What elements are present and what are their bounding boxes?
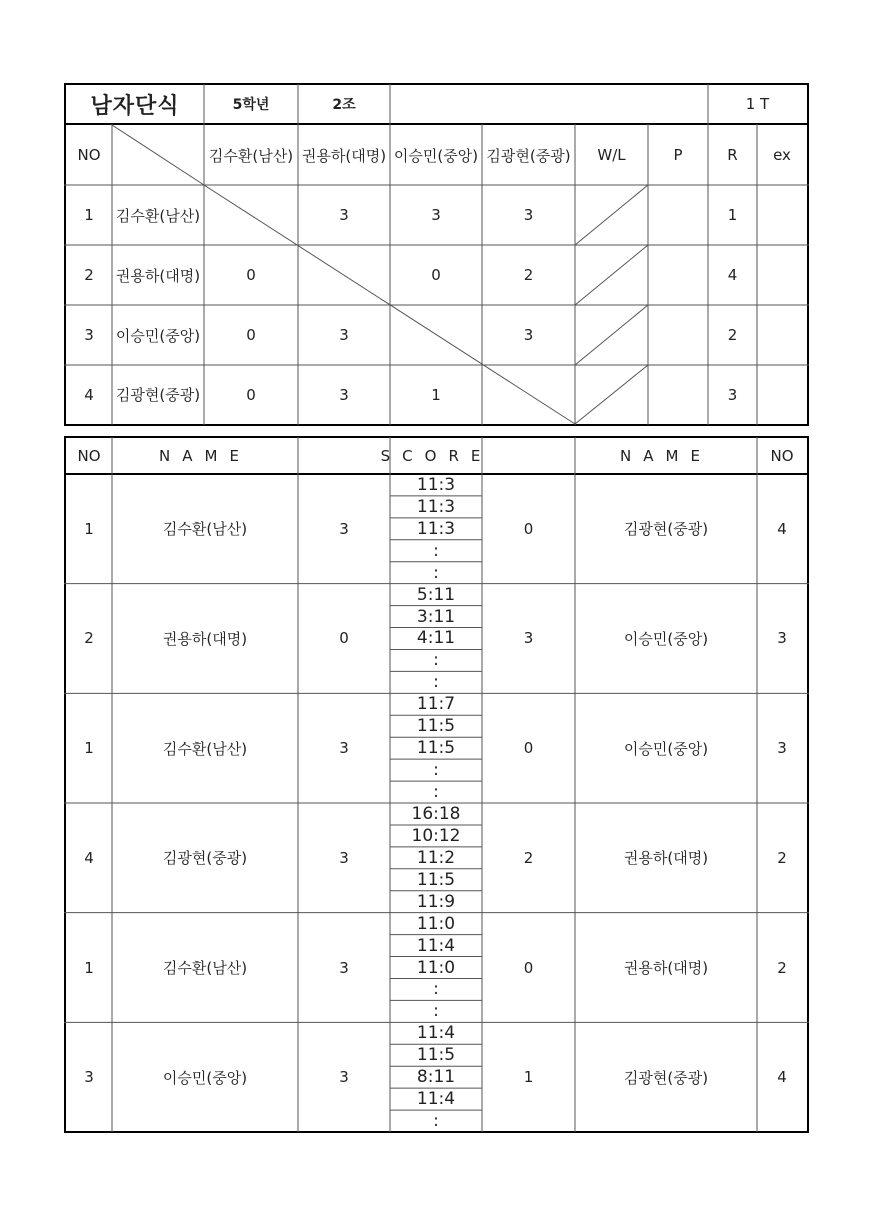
match-score-right: 0 [523,519,534,538]
match-no-right: 3 [777,629,787,648]
row-player-name: 김광현(중광) [115,386,201,404]
row-rank: 2 [727,326,738,344]
match-no-right: 2 [777,958,787,977]
row-score: 3 [339,326,349,344]
match-no-left: 3 [84,1068,94,1087]
match-name-right: 권용하(대명) [623,849,709,868]
col-header-player-1: 김수환(남산) [208,146,294,165]
game-score: 8:11 [416,1067,456,1088]
match-no-left: 4 [84,848,94,867]
match-name-left: 김수환(남산) [162,959,248,977]
match-no-left: 1 [84,519,94,538]
game-score: 11:5 [416,869,456,890]
game-score: 10:12 [411,825,461,846]
row-no: 3 [84,326,94,344]
game-score: 11:3 [416,518,456,539]
row-score: 3 [431,206,441,224]
match-score-left: 3 [339,848,349,867]
game-score: : [433,760,439,781]
game-score: 11:2 [416,847,456,868]
game-score: : [433,1001,439,1022]
match-name-left: 김광현(중광) [162,849,248,868]
match-no-right: 4 [777,1068,787,1087]
match-name-right: 이승민(중앙) [623,739,709,758]
col-header-ex: ex [773,146,791,164]
col-header-no: NO [77,146,101,164]
match-header-name-right: NAME [620,447,712,465]
col-header-r: R [727,146,738,164]
col-header-wl: W/L [597,146,626,164]
row-rank: 3 [727,385,738,404]
row-player-name: 권용하(대명) [115,266,201,285]
game-score: : [433,562,439,583]
match-score-left: 3 [339,739,349,758]
game-score: 11:3 [416,496,456,517]
row-no: 2 [84,266,94,284]
row-score: 3 [523,206,534,224]
game-score: : [433,650,439,671]
row-score: 0 [246,266,256,284]
game-score: 11:5 [416,716,456,737]
match-no-left: 1 [84,958,94,977]
match-score-right: 0 [523,958,534,977]
match-score-right: 0 [523,739,534,758]
game-score: 5:11 [416,584,456,605]
match-header-name-left: NAME [159,447,251,465]
row-no: 4 [84,385,94,404]
row-score: 3 [523,326,534,344]
table-number: 1 T [745,95,770,113]
match-name-left: 김수환(남산) [162,739,248,758]
grade-label: 5학년 [232,97,270,113]
game-score: 11:9 [416,891,456,912]
game-score: 11:0 [416,957,456,978]
match-header-score: SCORE [380,447,493,465]
row-rank: 4 [727,266,738,284]
match-name-left: 김수환(남산) [162,520,248,539]
match-score-left: 3 [339,519,349,538]
event-title: 남자단식 [90,93,180,119]
game-score: 11:5 [416,1045,456,1066]
row-score: 2 [523,266,534,284]
game-score: 11:5 [416,738,456,759]
game-score: : [433,782,439,803]
match-no-left: 1 [84,739,94,758]
col-header-p: P [673,146,683,164]
game-score: : [433,672,439,693]
group-label: 2조 [332,97,356,113]
game-score: 11:7 [416,694,456,715]
row-no: 1 [84,206,94,224]
game-score: : [433,1111,439,1132]
match-score-right: 1 [523,1068,534,1087]
match-no-right: 4 [777,519,787,538]
match-name-left: 이승민(중앙) [162,1068,248,1087]
col-header-player-3: 이승민(중앙) [393,146,479,165]
row-score: 0 [431,266,441,284]
match-name-right: 김광현(중광) [623,1068,709,1087]
col-header-player-4: 김광현(중광) [486,146,571,165]
game-score: 11:3 [416,474,456,495]
row-score: 3 [339,206,349,224]
match-score-left: 0 [339,629,349,648]
match-score-left: 3 [339,958,349,977]
match-header-no-left: NO [77,447,101,465]
row-player-name: 김수환(남산) [115,206,201,225]
game-score: 16:18 [411,803,461,824]
game-score: 11:4 [416,1023,456,1044]
row-score: 1 [431,385,441,404]
game-score: 3:11 [416,606,456,627]
match-no-left: 2 [84,629,94,648]
row-player-name: 이승민(중앙) [115,326,201,345]
match-score-right: 3 [523,629,534,648]
row-rank: 1 [727,206,738,224]
game-score: 4:11 [416,628,456,649]
match-header-no-right: NO [770,447,794,465]
game-score: 11:4 [416,1089,456,1110]
match-name-right: 권용하(대명) [623,959,709,977]
row-score: 0 [246,385,256,404]
game-score: 11:0 [416,913,456,934]
col-header-player-2: 권용하(대명) [301,146,387,165]
game-score: 11:4 [416,935,456,956]
match-name-left: 권용하(대명) [162,629,248,648]
game-score: : [433,540,439,561]
match-score-right: 2 [523,848,534,867]
match-name-right: 김광현(중광) [623,520,709,539]
match-no-right: 3 [777,739,787,758]
match-no-right: 2 [777,848,787,867]
row-score: 0 [246,326,256,344]
game-score: : [433,979,439,1000]
row-score: 3 [339,385,349,404]
match-name-right: 이승민(중앙) [623,629,709,648]
match-score-left: 3 [339,1068,349,1087]
